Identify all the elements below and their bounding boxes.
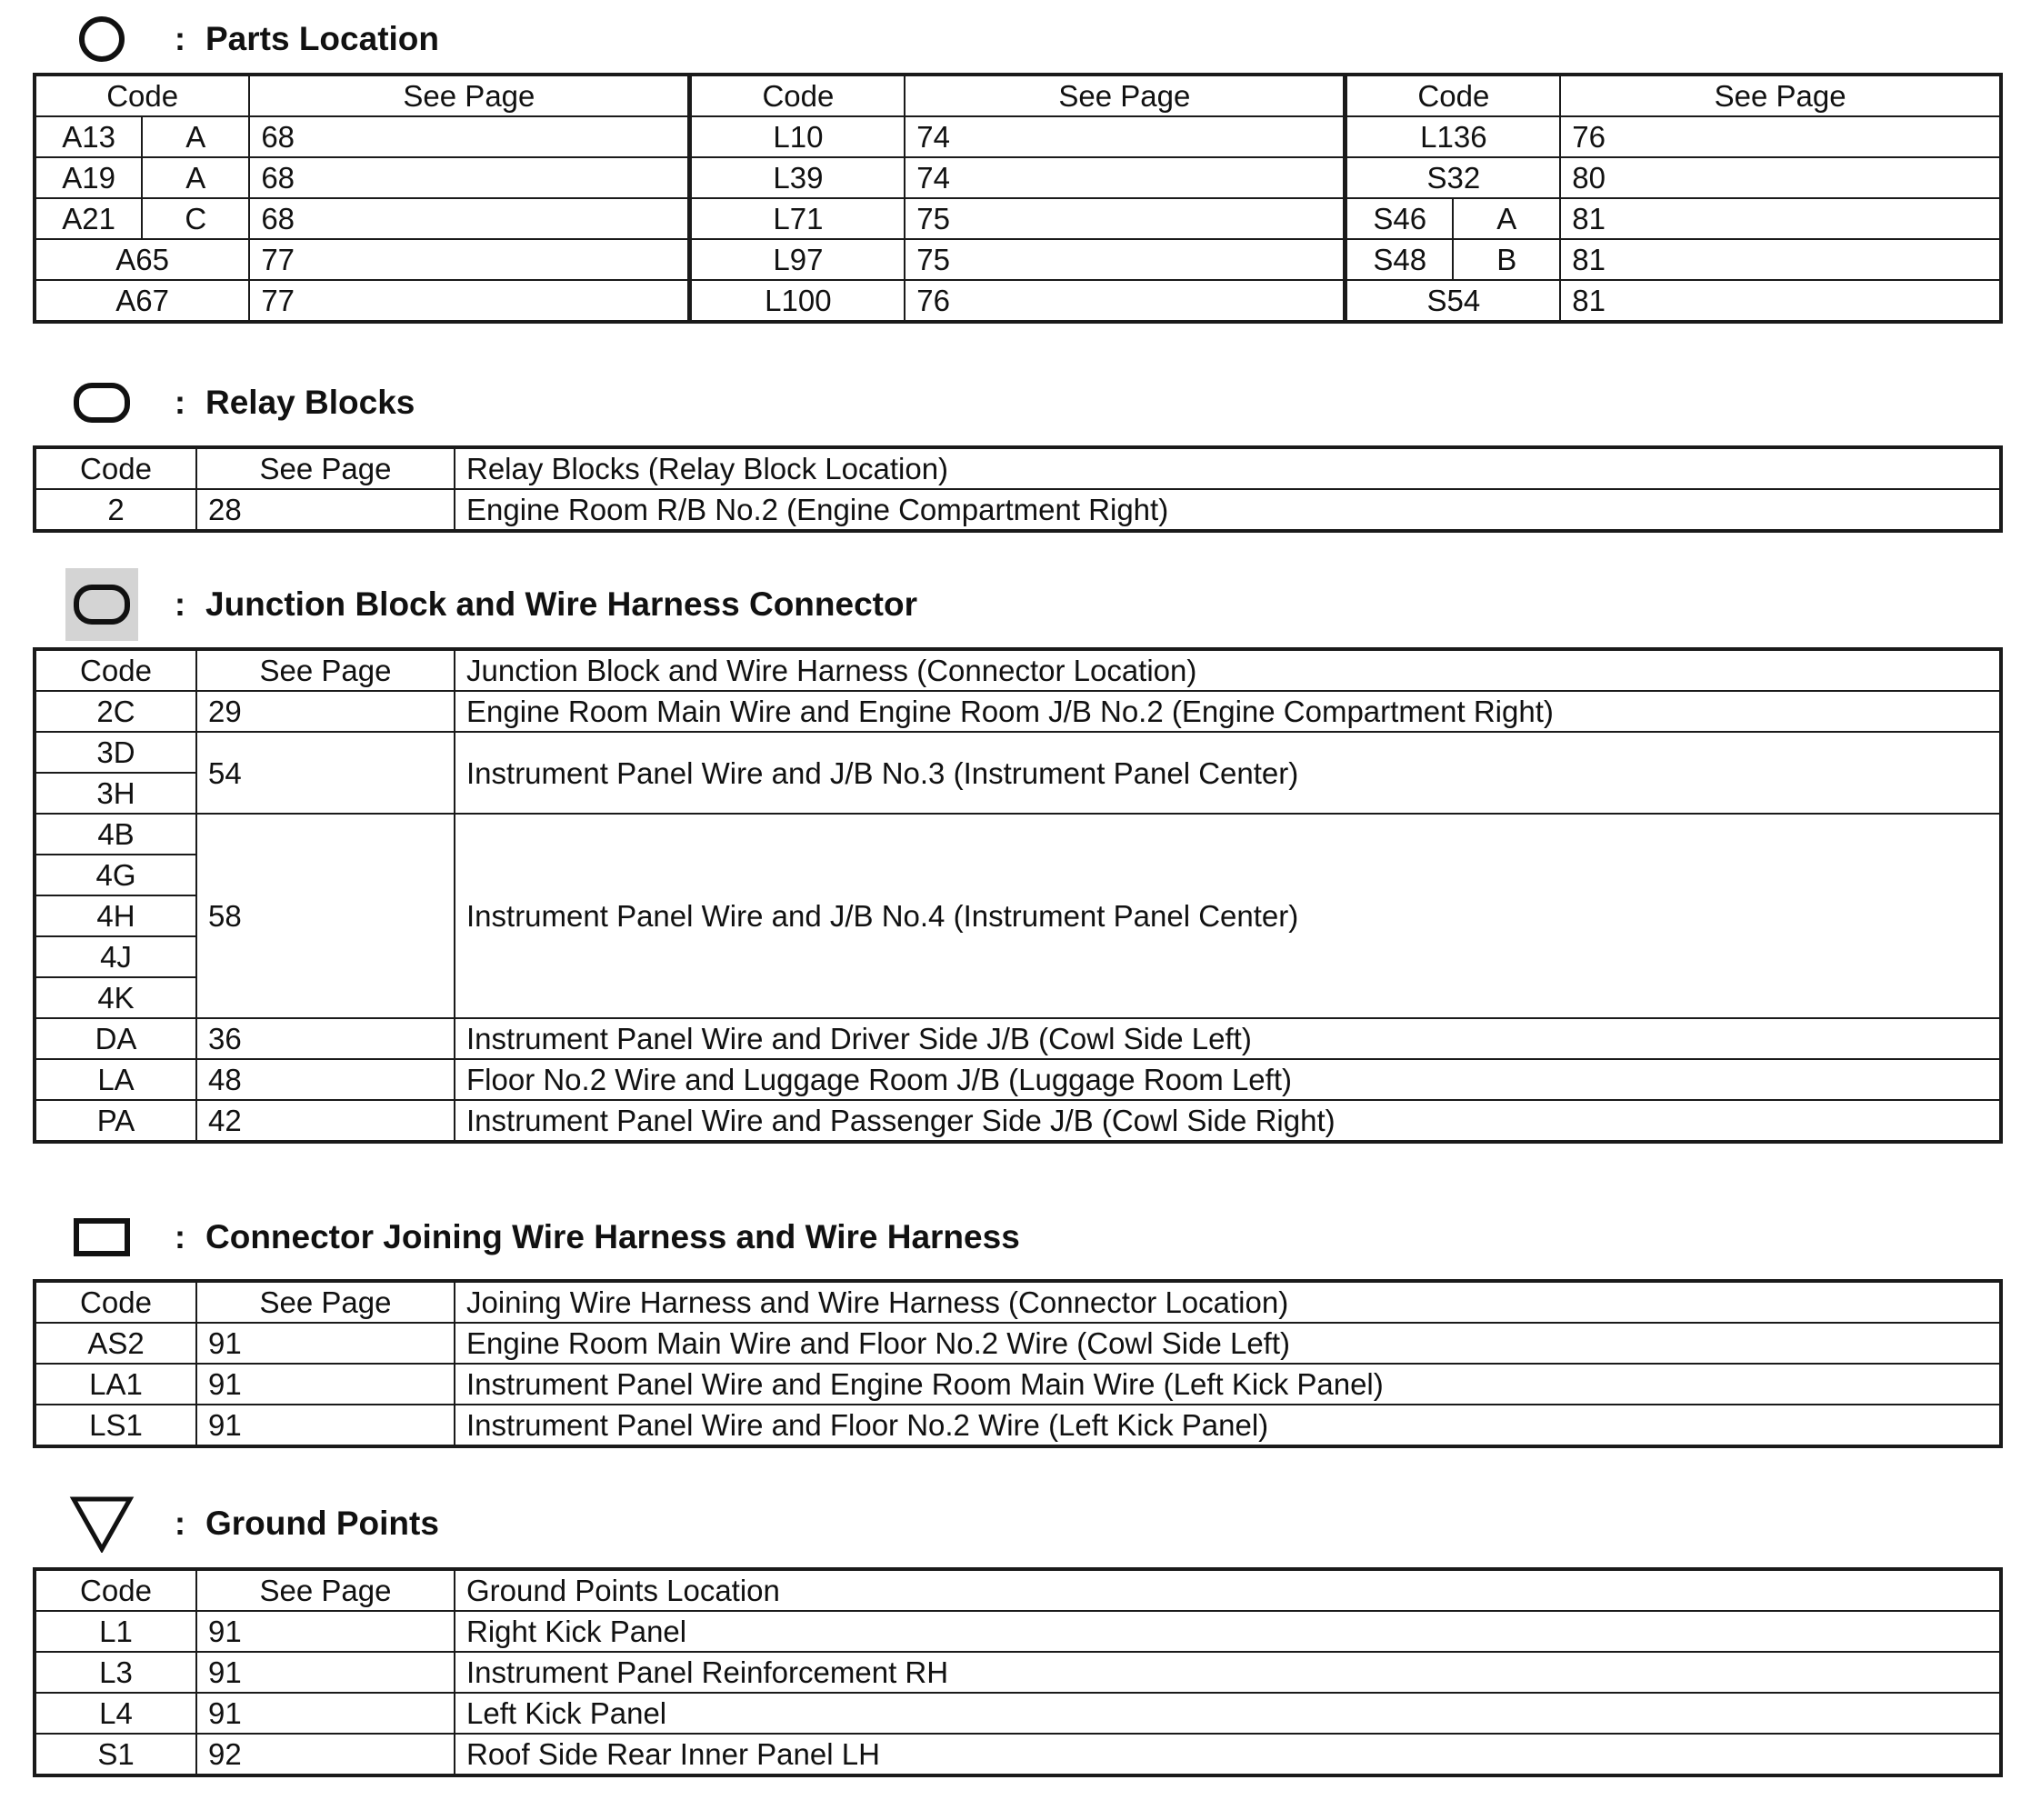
code-cell: 4J bbox=[35, 936, 196, 977]
header-code: Code bbox=[35, 1569, 196, 1611]
parts-location-header bbox=[65, 3, 439, 75]
table-row bbox=[35, 1405, 2001, 1446]
code-cell: LA bbox=[35, 1059, 196, 1100]
table-row bbox=[35, 1100, 2001, 1142]
code-cell: LA1 bbox=[35, 1364, 196, 1405]
table-row bbox=[35, 1018, 2001, 1059]
page-cell: 81 bbox=[1560, 198, 2001, 239]
page-cell: 91 bbox=[196, 1405, 455, 1446]
code-cell: L39 bbox=[690, 157, 905, 198]
code-cell: 4G bbox=[35, 855, 196, 895]
code-cell: 4B bbox=[35, 814, 196, 855]
code-cell: S1 bbox=[35, 1734, 196, 1775]
code-cell: L1 bbox=[35, 1611, 196, 1652]
header-description: Junction Block and Wire Harness (Connector Location) bbox=[455, 649, 2001, 691]
circle-icon bbox=[65, 3, 138, 75]
triangle-down-icon bbox=[65, 1487, 138, 1560]
code-cell: A21 bbox=[35, 198, 142, 239]
page-cell: 91 bbox=[196, 1611, 455, 1652]
code-cell: S54 bbox=[1346, 280, 1560, 322]
page-cell: 54 bbox=[196, 732, 455, 814]
page-cell: 91 bbox=[196, 1693, 455, 1734]
relay-blocks-table bbox=[33, 445, 2003, 533]
junction-blocks-table bbox=[33, 647, 2003, 1144]
page-cell: 28 bbox=[196, 489, 455, 531]
section-title: Connector Joining Wire Harness and Wire Harness bbox=[205, 1218, 1020, 1255]
code-cell: 2 bbox=[35, 489, 196, 531]
description-cell: Engine Room Main Wire and Floor No.2 Wire (Cowl Side Left) bbox=[455, 1323, 2001, 1364]
page-cell: 76 bbox=[1560, 116, 2001, 157]
code-cell: 3H bbox=[35, 773, 196, 814]
header-see-page: See Page bbox=[905, 75, 1346, 116]
page-cell: 91 bbox=[196, 1364, 455, 1405]
code-cell: L3 bbox=[35, 1652, 196, 1693]
description-cell: Instrument Panel Wire and Driver Side J/B (Cowl Side Left) bbox=[455, 1018, 2001, 1059]
page-cell: 74 bbox=[905, 116, 1346, 157]
header-code: Code bbox=[35, 1281, 196, 1323]
page-cell: 91 bbox=[196, 1323, 455, 1364]
header-see-page: See Page bbox=[1560, 75, 2001, 116]
table-row bbox=[35, 1693, 2001, 1734]
header-description: Relay Blocks (Relay Block Location) bbox=[455, 447, 2001, 489]
page-cell: 42 bbox=[196, 1100, 455, 1142]
code-cell: PA bbox=[35, 1100, 196, 1142]
page-cell: 92 bbox=[196, 1734, 455, 1775]
code-cell: A19 bbox=[35, 157, 142, 198]
page-cell: 77 bbox=[249, 239, 690, 280]
code-cell: L100 bbox=[690, 280, 905, 322]
section-colon: : bbox=[175, 1218, 185, 1255]
section-colon: : bbox=[175, 384, 185, 421]
table-row bbox=[35, 1734, 2001, 1775]
table-row bbox=[35, 1323, 2001, 1364]
description-cell: Right Kick Panel bbox=[455, 1611, 2001, 1652]
page-cell: 68 bbox=[249, 116, 690, 157]
code-cell: L97 bbox=[690, 239, 905, 280]
description-cell: Left Kick Panel bbox=[455, 1693, 2001, 1734]
code-cell: L4 bbox=[35, 1693, 196, 1734]
description-cell: Instrument Panel Wire and Floor No.2 Wire (Left Kick Panel) bbox=[455, 1405, 2001, 1446]
table-row bbox=[35, 1059, 2001, 1100]
section-title: Junction Block and Wire Harness Connector bbox=[205, 585, 917, 623]
table-row bbox=[35, 732, 2001, 773]
description-cell: Engine Room Main Wire and Engine Room J/B No.2 (Engine Compartment Right) bbox=[455, 691, 2001, 732]
page-cell: 29 bbox=[196, 691, 455, 732]
sub-code-cell: A bbox=[1453, 198, 1560, 239]
code-cell: A67 bbox=[35, 280, 249, 322]
description-cell: Instrument Panel Wire and J/B No.4 (Instrument Panel Center) bbox=[455, 814, 2001, 1018]
description-cell: Instrument Panel Wire and Passenger Side J/B (Cowl Side Right) bbox=[455, 1100, 2001, 1142]
connectors-table bbox=[33, 1279, 2003, 1448]
code-cell: 3D bbox=[35, 732, 196, 773]
header-code: Code bbox=[1346, 75, 1560, 116]
sub-code-cell: A bbox=[142, 116, 249, 157]
rectangle-icon bbox=[65, 1201, 138, 1274]
page-cell: 36 bbox=[196, 1018, 455, 1059]
connectors-header bbox=[65, 1201, 1020, 1274]
section-colon: : bbox=[175, 20, 185, 57]
table-row bbox=[35, 814, 2001, 855]
section-title: Ground Points bbox=[205, 1505, 439, 1542]
header-code: Code bbox=[690, 75, 905, 116]
code-cell: 2C bbox=[35, 691, 196, 732]
parts-location-table bbox=[33, 73, 2003, 324]
page-cell: 58 bbox=[196, 814, 455, 1018]
table-row bbox=[35, 116, 2001, 157]
header-description: Joining Wire Harness and Wire Harness (Connector Location) bbox=[455, 1281, 2001, 1323]
section-colon: : bbox=[175, 1505, 185, 1542]
code-cell: L136 bbox=[1346, 116, 1560, 157]
description-cell: Instrument Panel Wire and Engine Room Main Wire (Left Kick Panel) bbox=[455, 1364, 2001, 1405]
page-cell: 81 bbox=[1560, 280, 2001, 322]
table-row bbox=[35, 1364, 2001, 1405]
header-description: Ground Points Location bbox=[455, 1569, 2001, 1611]
sub-code-cell: A bbox=[142, 157, 249, 198]
code-cell: AS2 bbox=[35, 1323, 196, 1364]
page-cell: 80 bbox=[1560, 157, 2001, 198]
table-row bbox=[35, 1652, 2001, 1693]
code-cell: L10 bbox=[690, 116, 905, 157]
description-cell: Instrument Panel Reinforcement RH bbox=[455, 1652, 2001, 1693]
header-see-page: See Page bbox=[196, 447, 455, 489]
page-cell: 75 bbox=[905, 198, 1346, 239]
description-cell: Floor No.2 Wire and Luggage Room J/B (Luggage Room Left) bbox=[455, 1059, 2001, 1100]
ground-points-table bbox=[33, 1567, 2003, 1777]
code-cell: A13 bbox=[35, 116, 142, 157]
junction-blocks-header bbox=[65, 568, 917, 641]
header-see-page: See Page bbox=[196, 1569, 455, 1611]
table-row bbox=[35, 489, 2001, 531]
code-cell: A65 bbox=[35, 239, 249, 280]
code-cell: DA bbox=[35, 1018, 196, 1059]
page-cell: 68 bbox=[249, 198, 690, 239]
shaded-rounded-rect-icon bbox=[65, 568, 138, 641]
page-cell: 75 bbox=[905, 239, 1346, 280]
table-row bbox=[35, 691, 2001, 732]
header-see-page: See Page bbox=[196, 649, 455, 691]
page-cell: 74 bbox=[905, 157, 1346, 198]
section-title: Relay Blocks bbox=[205, 384, 415, 421]
table-row bbox=[35, 157, 2001, 198]
code-cell: S46 bbox=[1346, 198, 1453, 239]
page-cell: 68 bbox=[249, 157, 690, 198]
page-cell: 76 bbox=[905, 280, 1346, 322]
section-title: Parts Location bbox=[205, 20, 439, 57]
section-colon: : bbox=[175, 585, 185, 623]
header-see-page: See Page bbox=[249, 75, 690, 116]
code-cell: 4H bbox=[35, 895, 196, 936]
page-cell: 77 bbox=[249, 280, 690, 322]
code-cell: 4K bbox=[35, 977, 196, 1018]
page-cell: 48 bbox=[196, 1059, 455, 1100]
page-cell: 81 bbox=[1560, 239, 2001, 280]
table-row bbox=[35, 280, 2001, 322]
description-cell: Roof Side Rear Inner Panel LH bbox=[455, 1734, 2001, 1775]
code-cell: L71 bbox=[690, 198, 905, 239]
table-row bbox=[35, 239, 2001, 280]
header-see-page: See Page bbox=[196, 1281, 455, 1323]
sub-code-cell: B bbox=[1453, 239, 1560, 280]
relay-blocks-header bbox=[65, 366, 415, 439]
code-cell: S48 bbox=[1346, 239, 1453, 280]
page-cell: 91 bbox=[196, 1652, 455, 1693]
table-row bbox=[35, 198, 2001, 239]
description-cell: Engine Room R/B No.2 (Engine Compartment Right) bbox=[455, 489, 2001, 531]
code-cell: LS1 bbox=[35, 1405, 196, 1446]
table-row bbox=[35, 1611, 2001, 1652]
rounded-rect-icon bbox=[65, 366, 138, 439]
header-code: Code bbox=[35, 447, 196, 489]
code-cell: S32 bbox=[1346, 157, 1560, 198]
header-code: Code bbox=[35, 75, 249, 116]
description-cell: Instrument Panel Wire and J/B No.3 (Instrument Panel Center) bbox=[455, 732, 2001, 814]
ground-points-header bbox=[65, 1487, 439, 1560]
sub-code-cell: C bbox=[142, 198, 249, 239]
header-code: Code bbox=[35, 649, 196, 691]
